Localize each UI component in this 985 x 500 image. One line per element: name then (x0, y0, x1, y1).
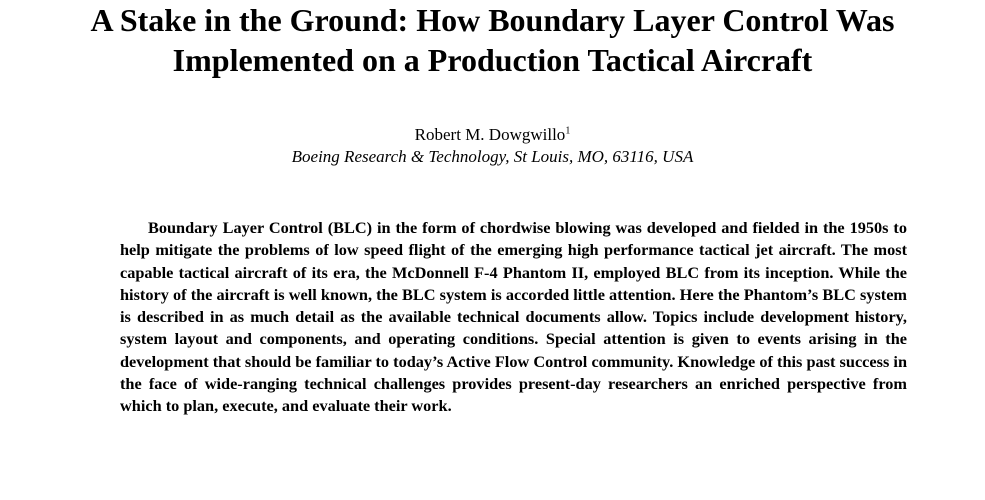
author-footnote-mark: 1 (565, 125, 571, 137)
paper-title-line-2: Implemented on a Production Tactical Aircraft (172, 42, 813, 78)
author-affiliation: Boeing Research & Technology, St Louis, MO, 63116, USA (291, 147, 694, 166)
paper-title (0, 0, 985, 80)
author-block (0, 124, 985, 168)
author-name: Robert M. Dowgwillo (414, 125, 566, 144)
author-line (0, 124, 985, 146)
paper-title-line-1: A Stake in the Ground: How Boundary Layer Control Was (90, 2, 895, 38)
abstract: Boundary Layer Control (BLC) in the form of chordwise blowing was developed and fielded in the 1950s to help mitigate the problems of low speed flight of the emerging high performance tactical jet aircraft. The most capable tactical aircraft of its era, the McDonnell F-4 Phantom II, employed BLC from its inception. While the history of the aircraft is well known, the BLC system is accorded little attention. Here the Phantom’s BLC system is described in as much detail as the available technical documents allow. Topics include development history, system layout and components, and operating conditions. Special attention is given to events arising in the development that should be familiar to today’s Active Flow Control community. Knowledge of this past success in the face of wide-ranging technical challenges provides present-day researchers an enriched perspective from which to plan, execute, and evaluate their work. (120, 218, 907, 416)
